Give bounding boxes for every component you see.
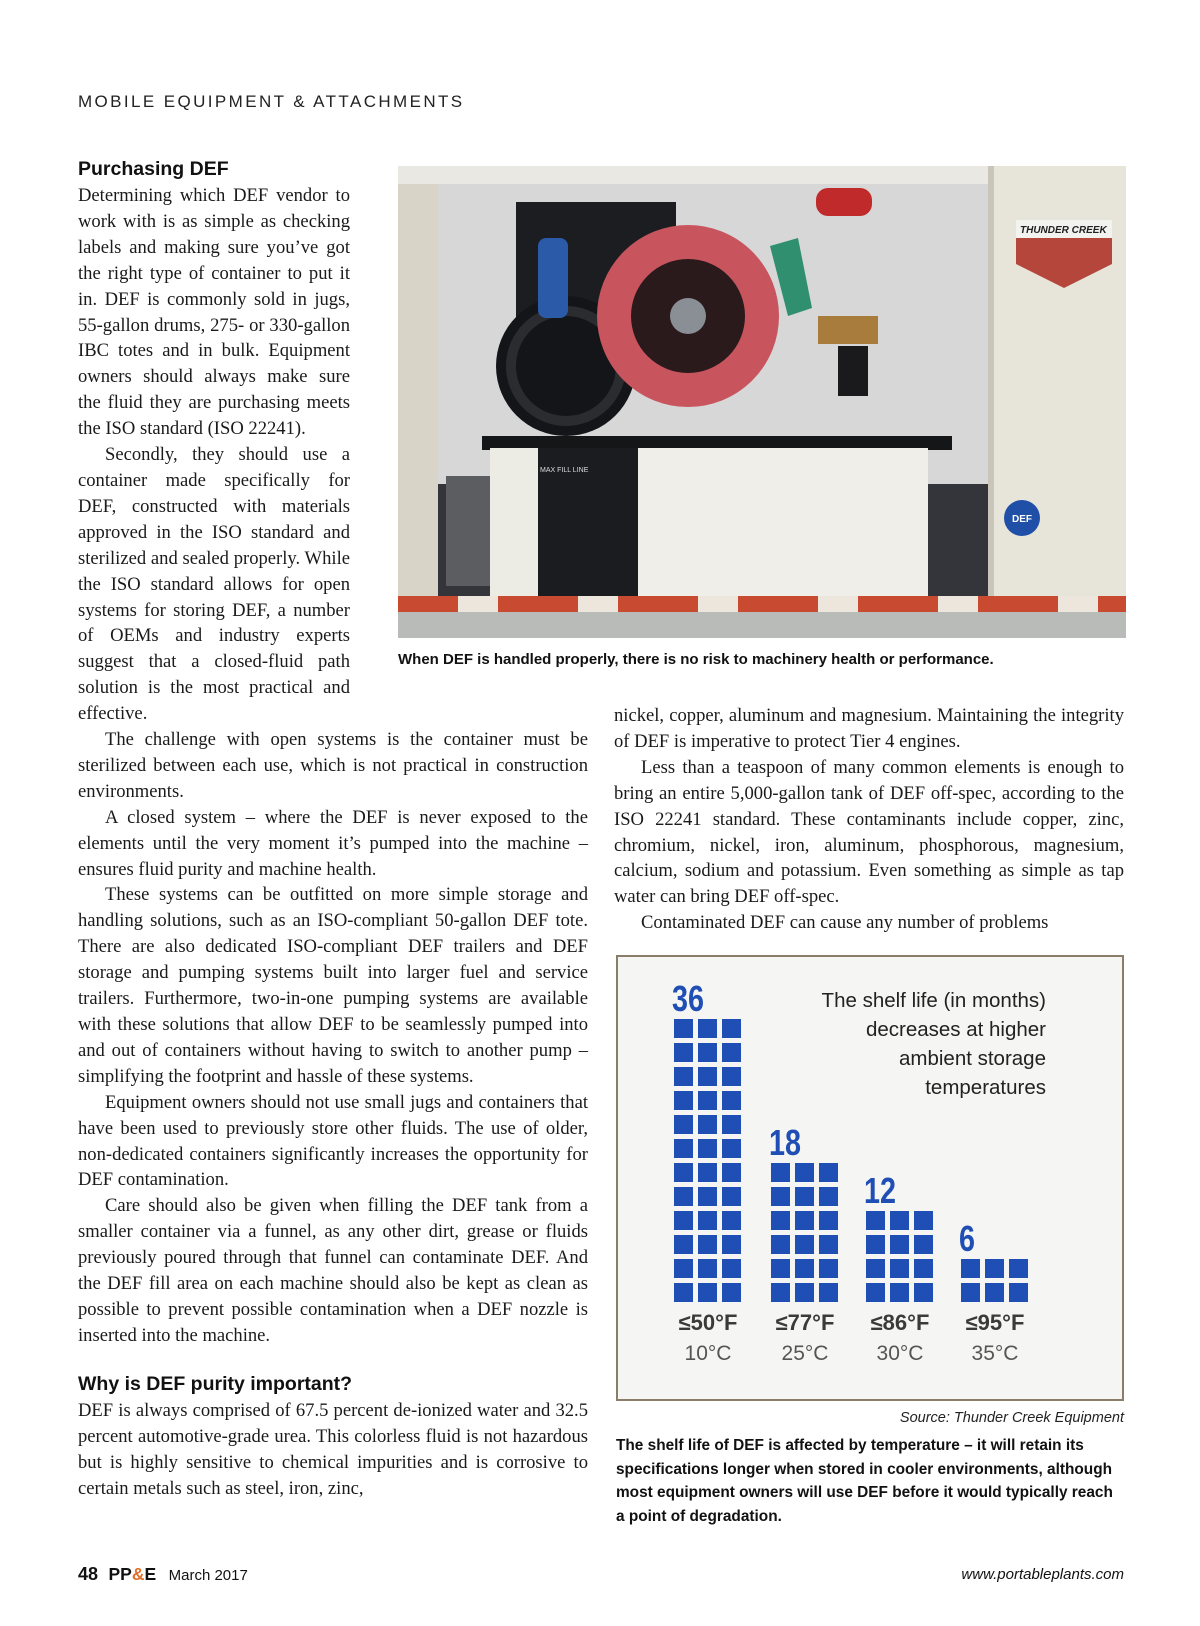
chart-block (722, 1043, 741, 1062)
section-label: MOBILE EQUIPMENT & ATTACHMENTS (78, 92, 465, 111)
chart-title-line: decreases at higher (865, 1018, 1046, 1041)
chart-block (866, 1259, 885, 1278)
paragraph: These systems can be outfitted on more simple storage and handling solutions, such as an ISO-compliant 50-gallon DEF tote. There are also dedicated ISO-compliant DEF trailers and DEF storage and pumping systems built into larger fuel and service trailers. Furthermore, two-in-one pumping systems are available with these solutions that allow DEF to be seamlessly pumped into and out of containers without having to switch to another pump – simplifying the footprint and hassle of these systems. (78, 884, 588, 1087)
chart-block (698, 1211, 717, 1230)
chart-block (674, 1139, 693, 1158)
paragraph: Care should also be given when filling the DEF tank from a smaller container via a funnel, as any other dirt, grease or fluids previously poured through that funnel can contaminate DEF. And the DEF fill area on each machine should also be kept as clean as possible to prevent possible contamination when a DEF nozzle is inserted into the machine. (78, 1195, 588, 1346)
chart-value-label: 6 (959, 1218, 975, 1259)
chart-category-labels (679, 1310, 1025, 1365)
chart-block (890, 1235, 909, 1254)
chart-category-celsius-label: 35°C (971, 1342, 1019, 1365)
chart-block (722, 1067, 741, 1086)
magazine-brand (108, 1564, 156, 1584)
chart-source: Source: Thunder Creek Equipment (899, 1410, 1124, 1426)
footer-url: www.portableplants.com (961, 1566, 1124, 1583)
paragraph: nickel, copper, aluminum and magnesium. Maintaining the integrity of DEF is imperative to protect Tier 4 engines. (614, 705, 1124, 752)
shelf-life-chart-svg (618, 957, 1122, 1399)
def-trailer-photo (398, 166, 1126, 638)
chart-title-line: The shelf life (in months) (821, 989, 1046, 1012)
chart-category-celsius-label: 25°C (781, 1342, 829, 1365)
def-trailer-illustration (398, 166, 1126, 638)
chart-block (674, 1259, 693, 1278)
tank-label: MAX FILL LINE (540, 467, 589, 474)
chart-block (698, 1139, 717, 1158)
chart-block (722, 1211, 741, 1230)
chart-category-celsius-label: 10°C (684, 1342, 732, 1365)
article-column-2 (614, 703, 1124, 936)
chart-category-label: ≤86°F (870, 1310, 930, 1335)
chart-block (795, 1211, 814, 1230)
chart-category-label: ≤95°F (965, 1310, 1025, 1335)
brand-post: E (144, 1564, 157, 1584)
heading-def-purity: Why is DEF purity important? (78, 1372, 353, 1395)
chart-value-label: 12 (864, 1170, 896, 1211)
footer-page-info (78, 1564, 248, 1585)
chart-block (890, 1283, 909, 1302)
chart-block (674, 1091, 693, 1110)
chart-block (795, 1283, 814, 1302)
chart-block (890, 1259, 909, 1278)
chart-block (674, 1187, 693, 1206)
chart-block (674, 1067, 693, 1086)
chart-block (722, 1163, 741, 1182)
chart-category-label: ≤50°F (678, 1310, 738, 1335)
chart-block (722, 1139, 741, 1158)
issue-date: March 2017 (168, 1567, 248, 1584)
chart-block (819, 1235, 838, 1254)
chart-block (771, 1187, 790, 1206)
chart-category-label: ≤77°F (775, 1310, 835, 1335)
paragraph: DEF is always comprised of 67.5 percent de-ionized water and 32.5 percent automotive-grade urea. This colorless fluid is not hazardous but is highly sensitive to chemical impurities and is corrosive to certain metals such as steel, iron, zinc, (78, 1399, 588, 1499)
chart-block (819, 1283, 838, 1302)
chart-block (914, 1235, 933, 1254)
chart-block (698, 1019, 717, 1038)
chart-block (674, 1235, 693, 1254)
chart-block (698, 1091, 717, 1110)
chart-block (866, 1283, 885, 1302)
chart-block (819, 1259, 838, 1278)
chart-block (985, 1259, 1004, 1278)
chart-block (698, 1283, 717, 1302)
chart-block (866, 1211, 885, 1230)
chart-block (961, 1259, 980, 1278)
chart-value-label: 18 (769, 1122, 801, 1163)
chart-block (698, 1235, 717, 1254)
chart-block (795, 1163, 814, 1182)
chart-block (819, 1163, 838, 1182)
chart-category-celsius-label: 30°C (876, 1342, 924, 1365)
chart-block (771, 1211, 790, 1230)
chart-block (961, 1283, 980, 1302)
chart-block (722, 1235, 741, 1254)
chart-value-label: 36 (672, 978, 704, 1019)
chart-block (722, 1187, 741, 1206)
chart-block (819, 1187, 838, 1206)
blue-nozzle (538, 238, 568, 318)
chart-title-line: ambient storage (898, 1047, 1046, 1070)
paragraph: Determining which DEF vendor to work with is as simple as checking labels and making sure you’ve got the right type of container to put it in. DEF is commonly sold in jugs, 55-gallon drums, 275- or 330-gallon IBC totes and in bulk. Equipment owners should always make sure the fluid they are purchasing meets the ISO standard (ISO 22241). (78, 185, 350, 440)
chart-block (722, 1091, 741, 1110)
chart-block (771, 1163, 790, 1182)
brand-label: THUNDER CREEK (1020, 225, 1107, 236)
chart-title (822, 989, 1047, 1099)
chart-block (698, 1067, 717, 1086)
chart-block (698, 1115, 717, 1134)
chart-block (674, 1019, 693, 1038)
chart-block (674, 1211, 693, 1230)
heading-purchasing-def: Purchasing DEF (78, 158, 229, 180)
chart-block (819, 1211, 838, 1230)
chart-block (914, 1283, 933, 1302)
paragraph: A closed system – where the DEF is never exposed to the elements until the very moment it’s pumped into the machine – ensures fluid purity and machine health. (78, 806, 588, 880)
chart-block (722, 1115, 741, 1134)
chart-block (722, 1019, 741, 1038)
paragraph: The challenge with open systems is the container must be sterilized between each use, which is not practical in construction environments. (78, 729, 588, 802)
page-number: 48 (78, 1564, 99, 1584)
chart-block (1009, 1283, 1028, 1302)
chart-block (795, 1235, 814, 1254)
brand-pre: PP (108, 1564, 132, 1584)
paragraph: Equipment owners should not use small jugs and containers that have been used to previously store other fluids. The use of older, non-dedicated containers significantly increases the opportunity for DEF contamination. (78, 1091, 588, 1191)
chart-block (674, 1163, 693, 1182)
chart-block (771, 1283, 790, 1302)
chart-block (698, 1187, 717, 1206)
chart-block (1009, 1259, 1028, 1278)
chart-block (914, 1259, 933, 1278)
chart-block (985, 1283, 1004, 1302)
brand-amp: & (131, 1564, 145, 1584)
chart-block (866, 1235, 885, 1254)
chart-block (771, 1235, 790, 1254)
chart-block (722, 1259, 741, 1278)
badge-label: DEF (1012, 514, 1032, 525)
chart-block (722, 1283, 741, 1302)
paragraph: Secondly, they should use a container made specifically for DEF, constructed with materials approved in the ISO standard and sterilized and sealed properly. While the ISO standard allows for open systems for storing DEF, a number of OEMs and industry experts suggest that a closed-fluid path solution is the most practical and effective. (78, 444, 350, 725)
chart-block (698, 1163, 717, 1182)
photo-caption: When DEF is handled properly, there is no risk to machinery health or performance. (398, 651, 994, 668)
fire-extinguisher (816, 188, 872, 216)
chart-block (795, 1187, 814, 1206)
chart-caption: The shelf life of DEF is affected by temperature – it will retain its specifications longer when stored in cooler environments, although most equipment owners will use DEF before it would typically reach a point of degradation. (616, 1437, 1113, 1525)
shelf-life-chart (616, 955, 1124, 1401)
paragraph: Contaminated DEF can cause any number of problems (641, 912, 1049, 934)
chart-block (698, 1043, 717, 1062)
chart-title-line: temperatures (925, 1076, 1046, 1099)
chart-block (674, 1043, 693, 1062)
chart-block (674, 1115, 693, 1134)
chart-block (698, 1259, 717, 1278)
paragraph: Less than a teaspoon of many common elements is enough to bring an entire 5,000-gallon tank of DEF off-spec, according to the ISO 22241 standard. These contaminants include copper, zinc, chromium, nickel, iron, aluminum, phosphorous, magnesium, calcium, sodium and potassium. Even something as simple as tap water can bring DEF off-spec. (614, 756, 1124, 908)
chart-block (914, 1211, 933, 1230)
chart-block (674, 1283, 693, 1302)
chart-block (890, 1211, 909, 1230)
chart-block (795, 1259, 814, 1278)
reflective-stripe (398, 596, 1126, 612)
chart-block (771, 1259, 790, 1278)
